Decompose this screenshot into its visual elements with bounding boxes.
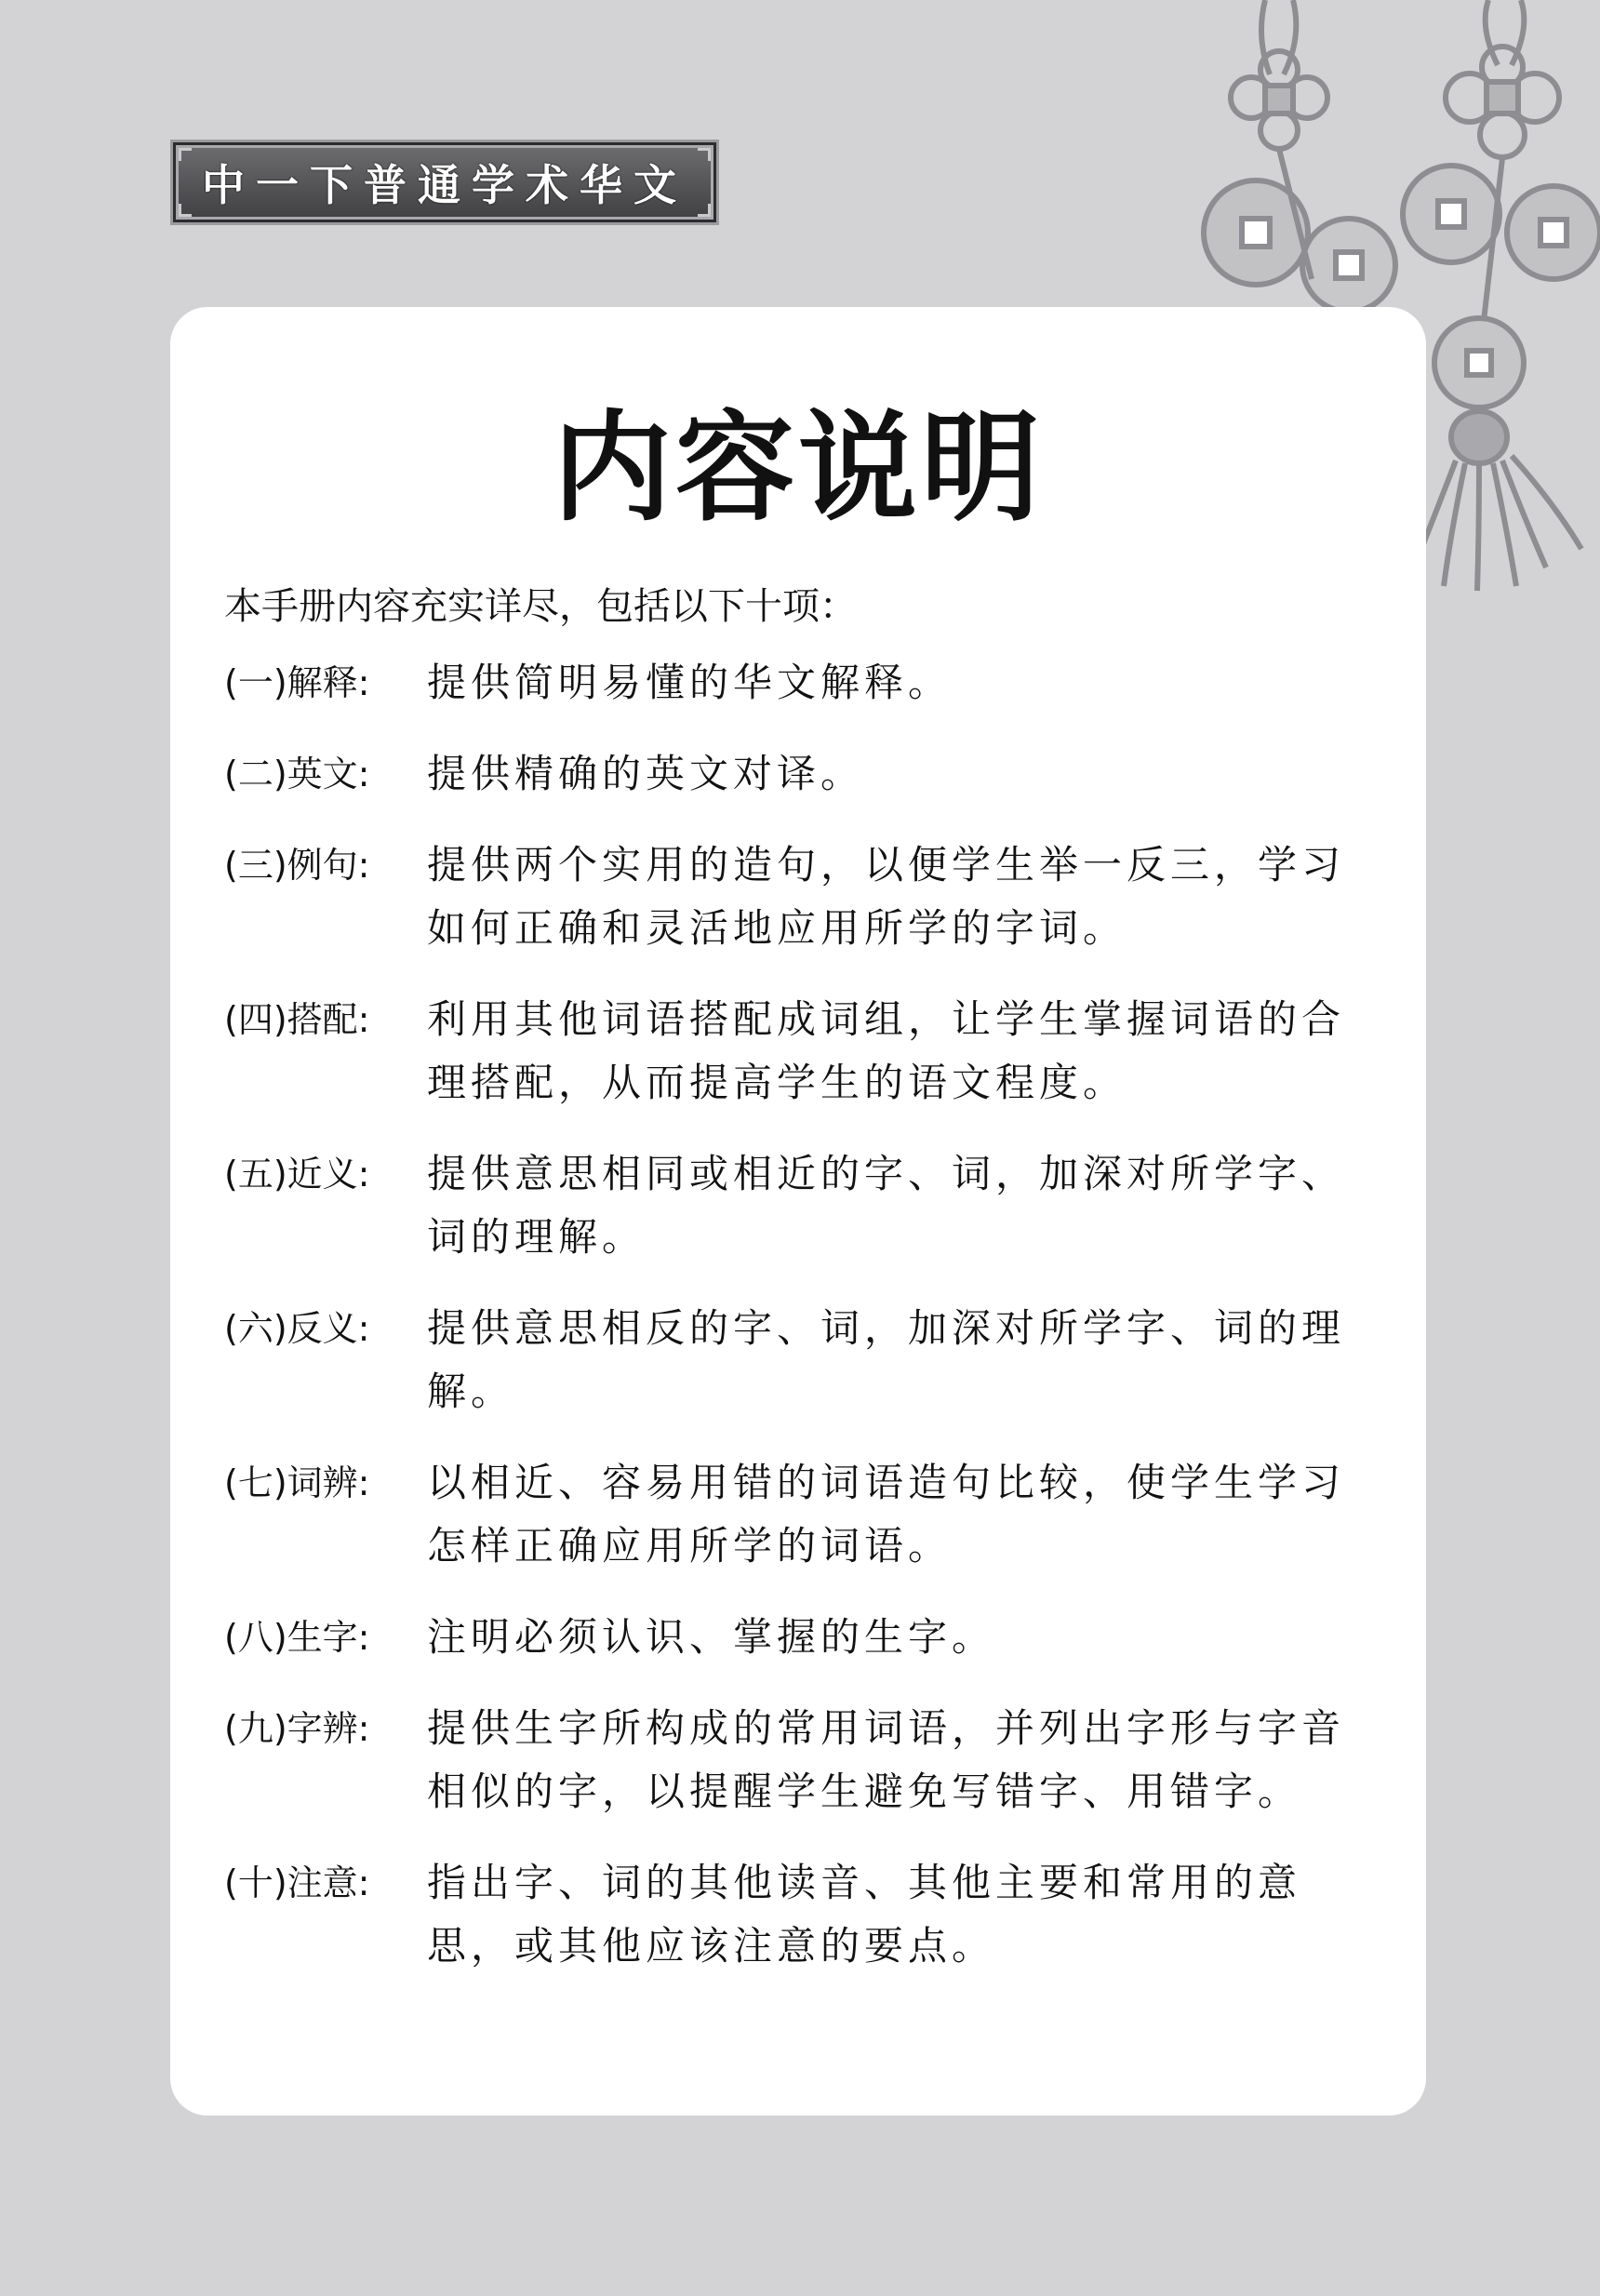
item-label: (七)词辨:	[224, 1462, 370, 1503]
list-item	[224, 1142, 1387, 1269]
item-list	[224, 651, 1387, 2006]
corner-ornament	[179, 148, 192, 161]
corner-ornament	[698, 204, 711, 217]
corner-ornament	[179, 204, 192, 217]
item-description: 利用其他词语搭配成词组，让学生掌握词语的合理搭配，从而提高学生的语文程度。	[427, 996, 1346, 1105]
list-item	[224, 1451, 1387, 1578]
list-item	[224, 742, 1387, 806]
item-label: (五)近义:	[224, 1154, 370, 1195]
intro-text: 本手册内容充实详尽，包括以下十项：	[224, 585, 857, 628]
page-title: 内容说明	[552, 399, 1044, 538]
item-label: (六)反义:	[224, 1308, 370, 1349]
item-description: 注明必须认识、掌握的生字。	[427, 1614, 996, 1660]
item-description: 提供生字所构成的常用词语，并列出字形与字音相似的字，以提醒学生避免写错字、用错字。	[427, 1705, 1346, 1814]
item-label: (十)注意:	[224, 1862, 370, 1903]
item-label: (九)字辨:	[224, 1708, 370, 1749]
list-item	[224, 1697, 1387, 1823]
header-label	[170, 140, 719, 225]
item-description: 指出字、词的其他读音、其他主要和常用的意思，或其他应该注意的要点。	[427, 1860, 1302, 1969]
list-item	[224, 651, 1387, 714]
content-card	[170, 307, 1426, 2116]
list-item	[224, 1606, 1387, 1669]
item-description: 以相近、容易用错的词语造句比较，使学生学习怎样正确应用所学的词语。	[427, 1460, 1346, 1568]
header-text: 中一下普通学术华文	[202, 160, 687, 210]
list-item	[224, 834, 1387, 960]
corner-ornament	[698, 148, 711, 161]
item-description: 提供精确的英文对译。	[427, 751, 865, 796]
list-item	[224, 988, 1387, 1115]
item-description: 提供意思相同或相近的字、词，加深对所学字、词的理解。	[427, 1151, 1346, 1260]
item-description: 提供意思相反的字、词，加深对所学字、词的理解。	[427, 1305, 1346, 1414]
list-item	[224, 1297, 1387, 1423]
item-label: (二)英文:	[224, 754, 370, 794]
item-description: 提供两个实用的造句，以便学生举一反三，学习如何正确和灵活地应用所学的字词。	[427, 842, 1346, 951]
item-label: (一)解释:	[224, 662, 370, 703]
item-label: (八)生字:	[224, 1617, 370, 1658]
item-label: (三)例句:	[224, 845, 370, 886]
item-description: 提供简明易懂的华文解释。	[427, 660, 953, 705]
item-label: (四)搭配:	[224, 999, 370, 1040]
list-item	[224, 1851, 1387, 1978]
